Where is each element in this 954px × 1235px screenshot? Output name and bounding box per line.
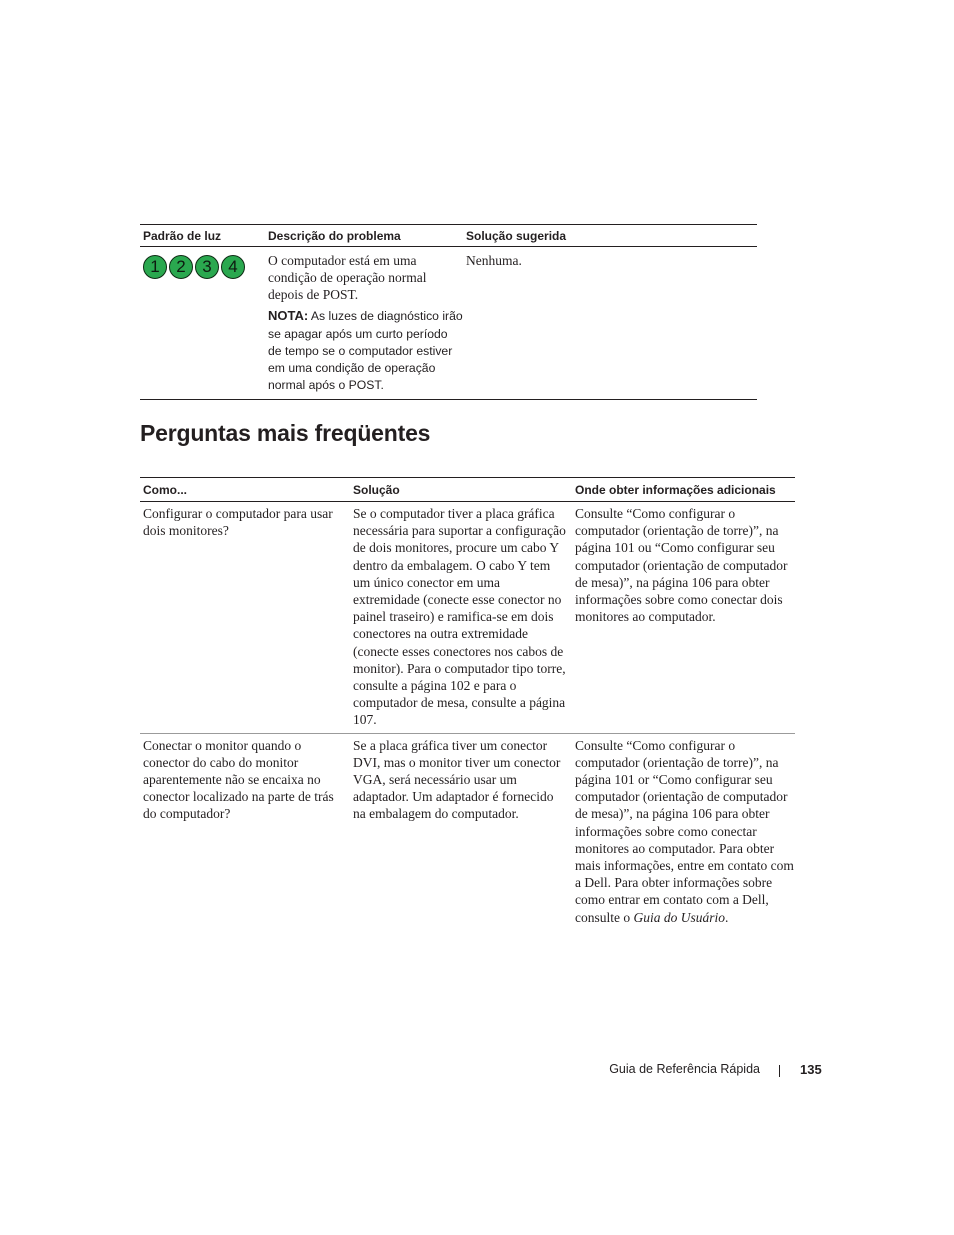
table-row: [140, 734, 795, 930]
light-pattern-cell: [140, 252, 265, 395]
diagnostic-lights-table: [140, 224, 757, 400]
faq-solution: Se a placa gráfica tiver um conector DVI, mas o monitor tiver um conector VGA, será necessário usar um adaptador. Um adaptador é fornecido na embalagem do computador.: [353, 737, 561, 822]
faq-more-info: Consulte “Como configurar o computador (orientação de torre)”, na página 101 ou “Como configurar seu computador (orientação de computador de mesa)”, na página 106 para obter informações sobre como conectar dois monitores ao computador.: [575, 506, 788, 625]
note-label: NOTA:: [268, 308, 309, 324]
diagnostic-light-1-icon: 1: [143, 255, 167, 279]
column-header-suggested-solution: Solução sugerida: [466, 228, 567, 243]
faq-more-info-text: Consulte “Como configurar o computador (orientação de torre)”, na página 101 or “Como configurar seu computador (orientação de computador de mesa)”, na página 106 para obter informações sobre como conectar monitores ao computador. Para obter mais informações, entre em contato com a Dell. Para obter informações sobre como entrar em contato com a Dell, consulte o: [575, 737, 794, 925]
page-footer: [0, 1062, 954, 1080]
faq-question: Configurar o computador para usar dois monitores?: [143, 506, 333, 539]
user-guide-reference: Guia do Usuário: [633, 909, 726, 925]
footer-document-title: Guia de Referência Rápida: [609, 1062, 760, 1076]
column-header-light-pattern: Padrão de luz: [143, 228, 222, 243]
diagnostic-light-4-icon: 4: [221, 255, 245, 279]
diagnostic-light-3-icon: 3: [195, 255, 219, 279]
column-header-solution: Solução: [353, 482, 400, 497]
table-header-row: [140, 477, 795, 502]
faq-question: Conectar o monitor quando o conector do cabo do monitor aparentemente não se encaixa no conector localizado na parte de trás do computador?: [143, 737, 334, 822]
table-row: [140, 502, 795, 734]
column-header-more-info: Onde obter informações adicionais: [575, 482, 776, 497]
faq-more-info: [572, 737, 795, 926]
faq-more-info-end: .: [725, 909, 729, 925]
section-title: Perguntas mais freqüentes: [140, 420, 431, 446]
problem-description-cell: [265, 252, 463, 395]
table-row: [140, 247, 757, 400]
page-number: 135: [800, 1062, 822, 1077]
suggested-solution-cell: Nenhuma.: [466, 253, 522, 268]
note: [268, 307, 463, 394]
problem-description: O computador está em uma condição de operação normal depois de POST.: [268, 253, 427, 303]
footer-divider: [779, 1065, 780, 1077]
column-header-problem-description: Descrição do problema: [268, 228, 401, 243]
faq-table: [140, 477, 795, 930]
table-header-row: [140, 224, 757, 247]
diagnostic-light-2-icon: 2: [169, 255, 193, 279]
note-text: As luzes de diagnóstico irão se apagar após um curto período de tempo se o computador estiver em uma condição de operação normal após o POST.: [268, 309, 463, 393]
faq-solution: Se o computador tiver a placa gráfica necessária para suportar a configuração de dois monitores, procure um cabo Y dentro da embalagem. O cabo Y tem um único conector em uma extremidade (conecte esse conector no painel traseiro) e ramifica-se em dois conectores na outra extremidade (conecte esses conectores nos cabos de monitor). Para o computador tipo torre, consulte a página 102 e para o computador de mesa, consulte a página 107.: [353, 506, 566, 728]
diagnostic-lights: [143, 255, 265, 279]
column-header-how-to: Como...: [143, 482, 187, 497]
